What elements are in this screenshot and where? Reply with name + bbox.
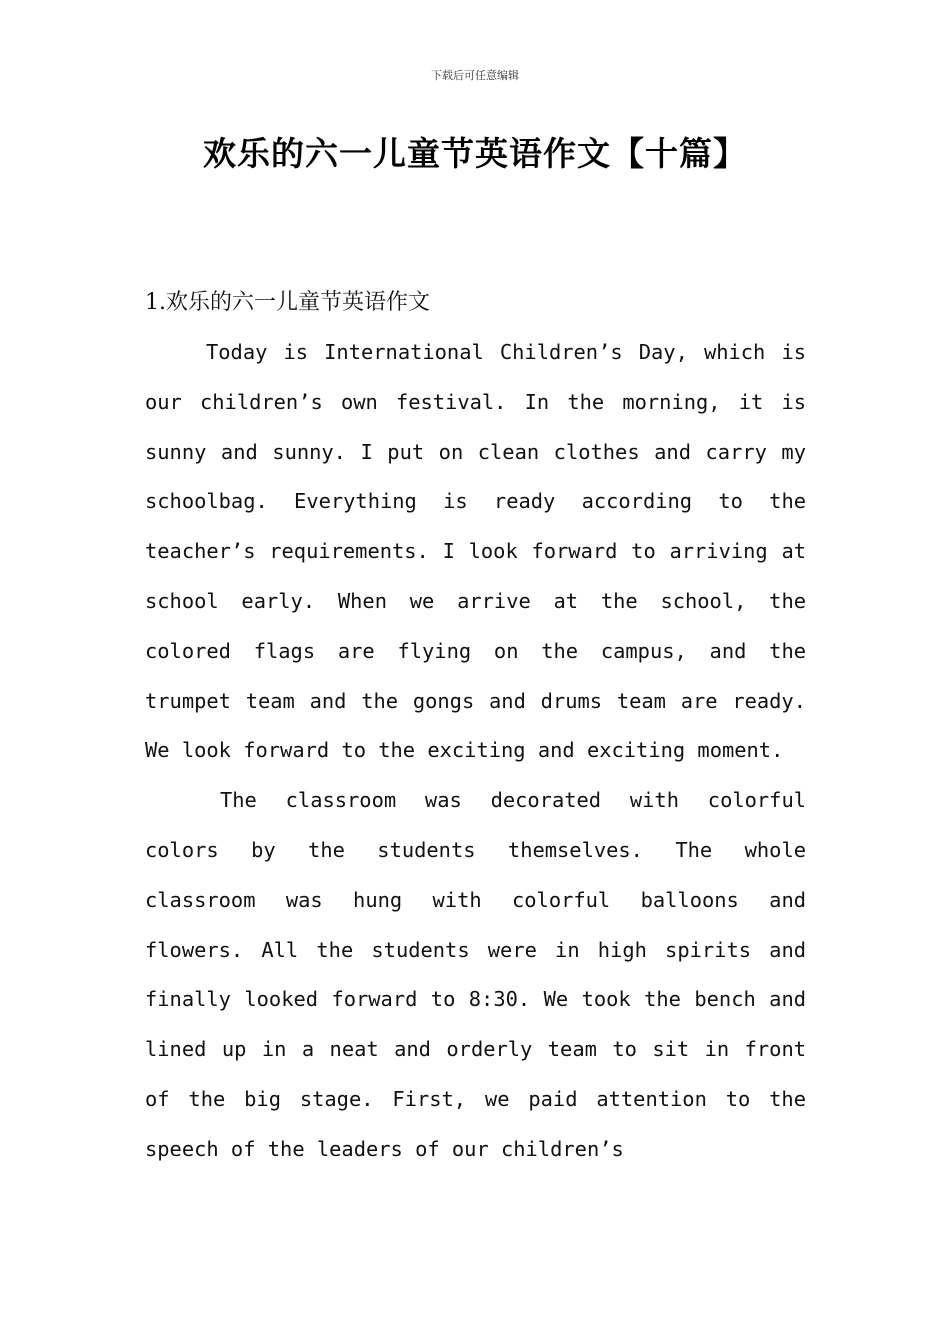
document-title: 欢乐的六一儿童节英语作文【十篇】: [203, 134, 747, 173]
paragraph: The classroom was decorated with colorful colors by the students themselves. The whole classroom was hung with colorful balloons and flowers. All the students were in high spirits and finally looked forward to 8:30. We took the bench and lined up in a neat and orderly team to sit in front of the big stage. First, we paid attention to the speech of the leaders of our children’s: [145, 788, 806, 1161]
section-heading: 1.欢乐的六一儿童节英语作文: [145, 290, 430, 315]
header-note: 下载后可任意编辑: [431, 69, 519, 82]
document-body: [145, 278, 806, 1175]
paragraph: Today is International Children’s Day, which is our children’s own festival. In the morning, it is sunny and sunny. I put on clean clothes and carry my schoolbag. Everything is ready according to the teacher’s requirements. I look forward to arriving at school early. When we arrive at the school, the colored flags are flying on the campus, and the trumpet team and the gongs and drums team are ready. We look forward to the exciting and exciting moment.: [145, 340, 806, 763]
